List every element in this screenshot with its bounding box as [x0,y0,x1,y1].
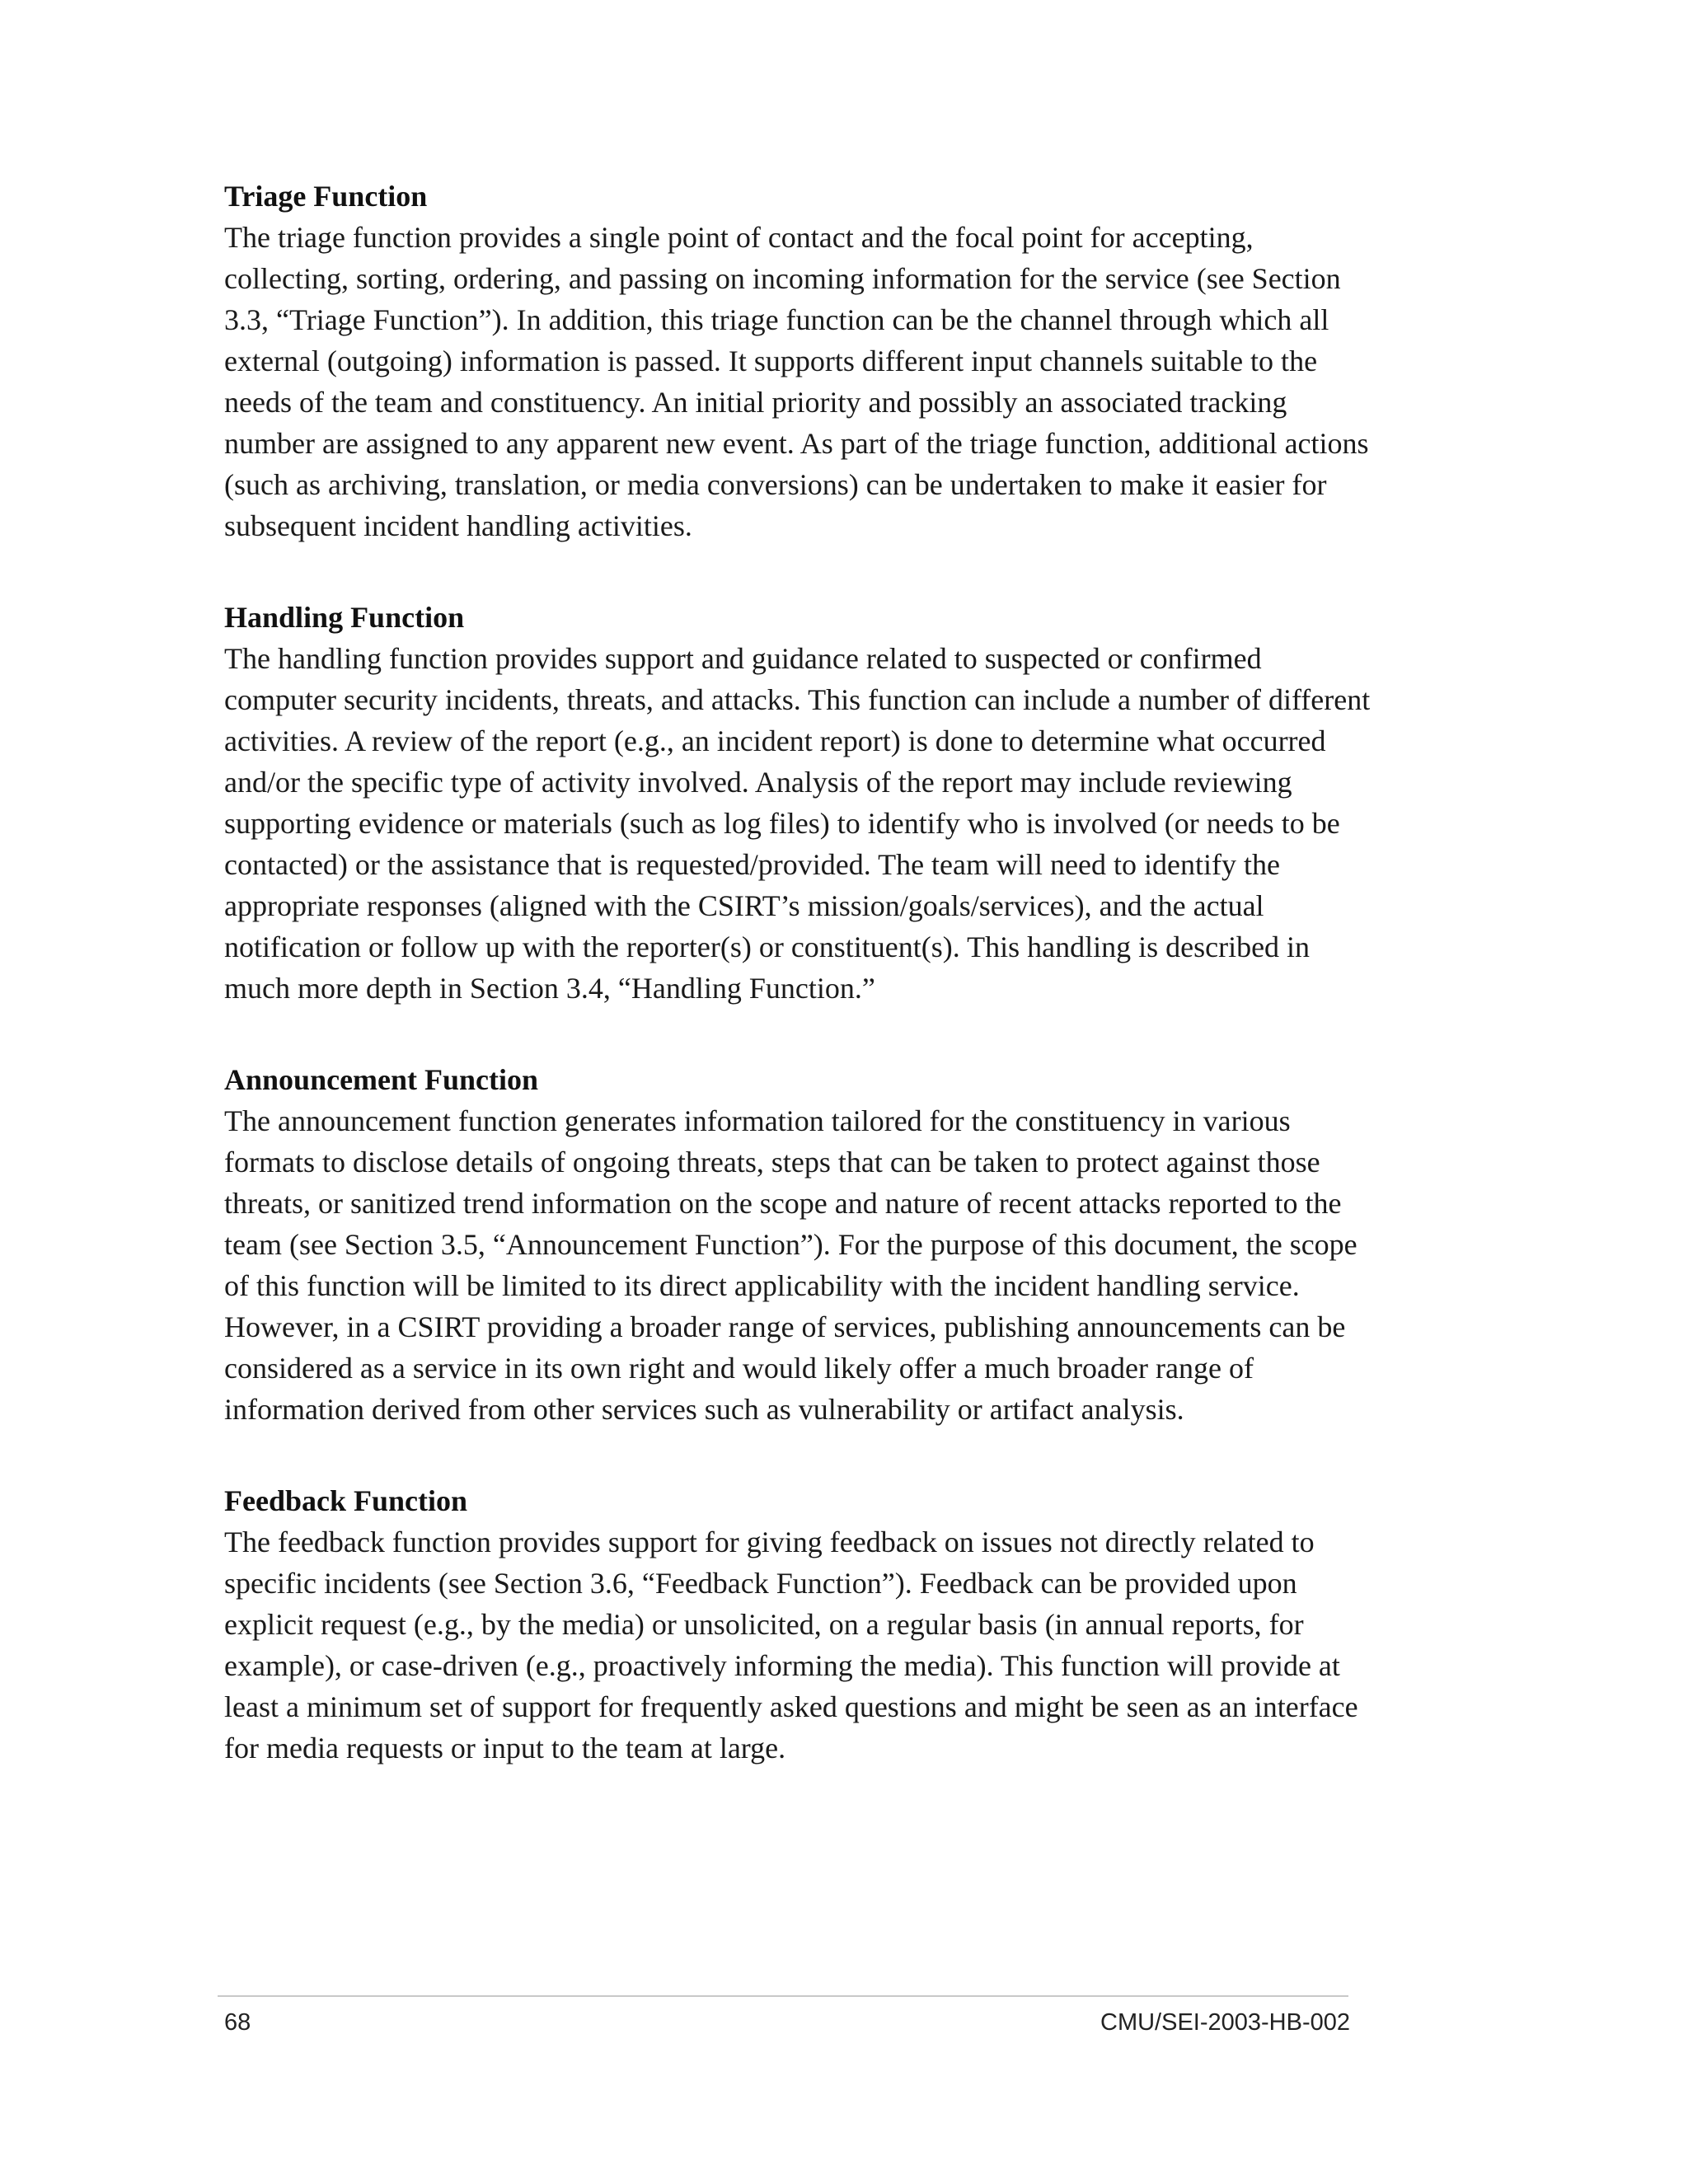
section-triage-function [224,176,1378,546]
section-paragraph: The handling function provides support and guidance related to suspected or confirmed computer security incidents, threats, and attacks. This function can include a number of different activities. A review of the report (e.g., an incident report) is done to determine what occurred and/or the specific type of activity involved. Analysis of the report may include reviewing supporting evidence or materials (such as log files) to identify who is involved (or needs to be contacted) or the assistance that is requested/provided. The team will need to identify the appropriate responses (aligned with the CSIRT’s mission/goals/services), and the actual notification or follow up with the reporter(s) or constituent(s). This handling is described in much more depth in Section 3.4, “Handling Function.” [224,642,1371,1005]
section-heading: Feedback Function [224,1484,468,1517]
section-handling-function [224,597,1378,1009]
section-paragraph: The feedback function provides support for giving feedback on issues not directly related to specific incidents (see Section 3.6, “Feedback Function”). Feedback can be provided upon explicit request (e.g., by the media) or unsolicited, on a regular basis (in annual reports, for example), or case-driven (e.g., proactively informing the media). This function will provide at least a minimum set of support for frequently asked questions and might be seen as an interface for media requests or input to the team at large. [224,1526,1358,1765]
page-number: 68 [224,2009,251,2036]
document-id: CMU/SEI-2003-HB-002 [1100,2009,1350,2036]
section-paragraph: The announcement function generates information tailored for the constituency in various formats to disclose details of ongoing threats, steps that can be taken to protect against those threats, or sanitized trend information on the scope and nature of recent attacks reported to the team (see Section 3.5, “Announcement Function”). For the purpose of this document, the scope of this function will be limited to its direct applicability with the incident handling service. However, in a CSIRT providing a broader range of services, publishing announcements can be considered as a service in its own right and would likely offer a much broader range of information derived from other services such as vulnerability or artifact analysis. [224,1104,1357,1426]
section-feedback-function [224,1480,1378,1769]
section-announcement-function [224,1059,1378,1430]
section-paragraph: The triage function provides a single point of contact and the focal point for accepting, collecting, sorting, ordering, and passing on incoming information for the service (see Section 3.3, “Triage Function”). In addition, this triage function can be the channel through which all external (outgoing) information is passed. It supports different input channels suitable to the needs of the team and constituency. An initial priority and possibly an associated tracking number are assigned to any apparent new event. As part of the triage function, additional actions (such as archiving, translation, or media conversions) can be undertaken to make it easier for subsequent incident handling activities. [224,221,1369,542]
footer-divider [218,1995,1348,1997]
section-heading: Handling Function [224,601,465,634]
section-heading: Triage Function [224,180,428,213]
section-heading: Announcement Function [224,1063,539,1096]
page-content [224,176,1378,1819]
